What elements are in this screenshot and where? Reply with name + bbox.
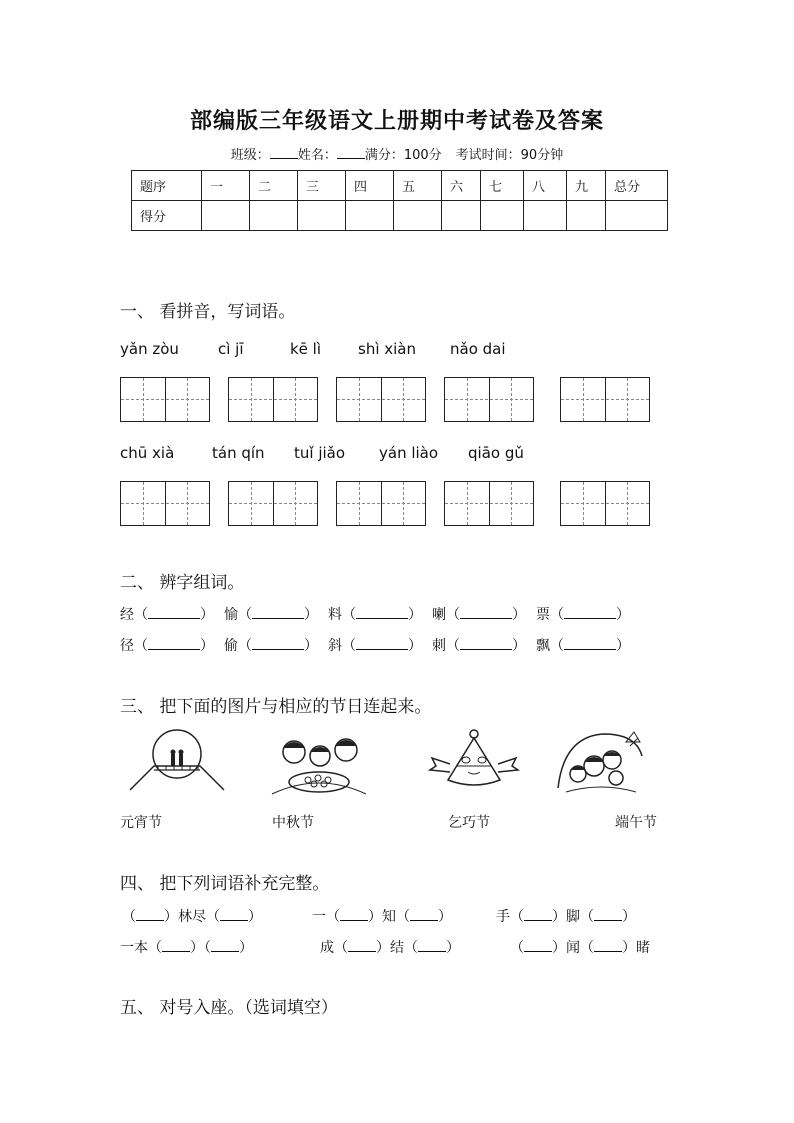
header-cell: 总分 (606, 171, 668, 201)
score-table-header-row (132, 171, 668, 201)
dragon-boat-family-icon (556, 726, 646, 798)
family-dumplings-icon (270, 732, 368, 798)
word-item: 刺（ ） (432, 638, 526, 654)
festival-label: 乞巧节 (448, 815, 490, 831)
pinyin-label: qiāo gǔ (468, 444, 524, 462)
header-cell: 二 (250, 171, 298, 201)
header-cell: 三 (298, 171, 346, 201)
header-cell: 四 (346, 171, 394, 201)
pinyin-label: yǎn zòu (120, 340, 179, 358)
answer-blank[interactable] (340, 908, 368, 921)
idiom-text: ） (239, 940, 253, 956)
idiom-item (122, 906, 262, 926)
full-score: 满分：100分 (364, 148, 442, 163)
idiom-text: （ (122, 909, 136, 925)
idiom-text: ）结（ (376, 940, 418, 956)
pinyin-label: yán liào (379, 444, 439, 462)
idiom-text: ）（ (190, 940, 211, 956)
writing-grid[interactable] (444, 377, 534, 422)
idiom-text: ）睹 (622, 940, 650, 956)
score-table-score-row (132, 201, 668, 231)
word-item: 喇（ ） (432, 607, 526, 623)
idiom-text: ）闻（ (552, 940, 594, 956)
writing-grid[interactable] (228, 377, 318, 422)
zongzi-character-icon (428, 728, 520, 794)
answer-blank[interactable] (252, 606, 304, 619)
festival-label: 端午节 (615, 815, 657, 831)
score-cell[interactable] (202, 201, 250, 231)
answer-blank[interactable] (252, 637, 304, 650)
answer-blank[interactable] (460, 606, 512, 619)
section-4-title: 四、 把下列词语补充完整。 (120, 874, 330, 894)
answer-blank[interactable] (460, 637, 512, 650)
section-5-title: 五、 对号入座。（选词填空） (120, 998, 338, 1018)
score-cell[interactable] (524, 201, 567, 231)
idiom-text: 手（ (496, 909, 524, 925)
character: 料 (328, 607, 342, 623)
idiom-item (120, 937, 253, 957)
answer-blank[interactable] (211, 939, 239, 952)
score-cell[interactable] (567, 201, 606, 231)
section-1-title: 一、 看拼音，写词语。 (120, 302, 296, 322)
pinyin-label: tuǐ jiǎo (294, 444, 346, 462)
moon-bridge-icon (128, 726, 226, 796)
pinyin-label: shì xiàn (358, 340, 417, 358)
score-cell[interactable] (442, 201, 481, 231)
pinyin-label: chū xià (120, 444, 175, 462)
idiom-item (320, 937, 460, 957)
character: 喇 (432, 607, 446, 623)
answer-blank[interactable] (162, 939, 190, 952)
answer-blank[interactable] (356, 637, 408, 650)
word-item: 票（ ） (536, 607, 630, 623)
score-cell[interactable] (606, 201, 668, 231)
score-cell[interactable] (394, 201, 442, 231)
class-label: 班级： (230, 148, 270, 163)
answer-blank[interactable] (564, 606, 616, 619)
idiom-text: （ (510, 940, 524, 956)
word-item: 径（ ） (120, 638, 214, 654)
character: 斜 (328, 638, 342, 654)
writing-grid[interactable] (120, 377, 210, 422)
pinyin-label: tán qín (212, 444, 265, 462)
answer-blank[interactable] (594, 908, 622, 921)
score-cell[interactable] (298, 201, 346, 231)
word-item: 经（ ） (120, 607, 214, 623)
character: 愉 (224, 607, 238, 623)
idiom-text: ） (438, 909, 452, 925)
score-table (131, 170, 668, 231)
class-blank[interactable] (270, 146, 298, 159)
score-cell[interactable] (250, 201, 298, 231)
name-label: 姓名： (297, 148, 337, 163)
header-cell: 八 (524, 171, 567, 201)
exam-info-line (0, 144, 794, 163)
idiom-text: ） (446, 940, 460, 956)
character: 经 (120, 607, 134, 623)
answer-blank[interactable] (524, 939, 552, 952)
idiom-item (312, 906, 452, 926)
writing-grid[interactable] (336, 481, 426, 526)
idiom-text: ） (622, 909, 636, 925)
idiom-text: ） (248, 909, 262, 925)
writing-grid[interactable] (444, 481, 534, 526)
answer-blank[interactable] (564, 637, 616, 650)
writing-grid[interactable] (120, 481, 210, 526)
word-item: 愉（ ） (224, 607, 318, 623)
word-item: 斜（ ） (328, 638, 422, 654)
festival-label: 中秋节 (272, 815, 314, 831)
header-cell: 七 (481, 171, 524, 201)
header-cell: 题序 (132, 171, 202, 201)
idiom-text: ）脚（ (552, 909, 594, 925)
section-2-title: 二、 辨字组词。 (120, 573, 245, 593)
answer-blank[interactable] (524, 908, 552, 921)
answer-blank[interactable] (418, 939, 446, 952)
answer-blank[interactable] (356, 606, 408, 619)
idiom-item (510, 937, 650, 957)
idiom-text: ）知（ (368, 909, 410, 925)
idiom-text: ）林尽（ (164, 909, 220, 925)
header-cell: 九 (567, 171, 606, 201)
header-cell: 五 (394, 171, 442, 201)
writing-grid[interactable] (560, 481, 650, 526)
score-cell[interactable] (346, 201, 394, 231)
answer-blank[interactable] (410, 908, 438, 921)
character: 刺 (432, 638, 446, 654)
row-label: 得分 (132, 201, 202, 231)
character: 偷 (224, 638, 238, 654)
answer-blank[interactable] (136, 908, 164, 921)
character: 票 (536, 607, 550, 623)
writing-grid[interactable] (228, 481, 318, 526)
answer-blank[interactable] (594, 939, 622, 952)
answer-blank[interactable] (148, 606, 200, 619)
header-cell: 一 (202, 171, 250, 201)
word-item: 偷（ ） (224, 638, 318, 654)
idiom-text: 一本（ (120, 940, 162, 956)
answer-blank[interactable] (348, 939, 376, 952)
pinyin-label: cì jī (218, 340, 244, 358)
name-blank[interactable] (337, 146, 365, 159)
exam-time: 考试时间：90分钟 (455, 148, 564, 163)
character: 径 (120, 638, 134, 654)
word-item: 料（ ） (328, 607, 422, 623)
section-3-title: 三、 把下面的图片与相应的节日连起来。 (120, 697, 432, 717)
word-item: 飘（ ） (536, 638, 630, 654)
idiom-text: 一（ (312, 909, 340, 925)
answer-blank[interactable] (148, 637, 200, 650)
festival-label: 元宵节 (120, 815, 162, 831)
character: 飘 (536, 638, 550, 654)
pinyin-label: kē lì (290, 340, 322, 358)
writing-grid[interactable] (336, 377, 426, 422)
writing-grid[interactable] (560, 377, 650, 422)
idiom-text: 成（ (320, 940, 348, 956)
pinyin-label: nǎo dai (450, 340, 506, 358)
header-cell: 六 (442, 171, 481, 201)
score-cell[interactable] (481, 201, 524, 231)
answer-blank[interactable] (220, 908, 248, 921)
idiom-item (496, 906, 636, 926)
exam-title: 部编版三年级语文上册期中考试卷及答案 (189, 109, 604, 134)
